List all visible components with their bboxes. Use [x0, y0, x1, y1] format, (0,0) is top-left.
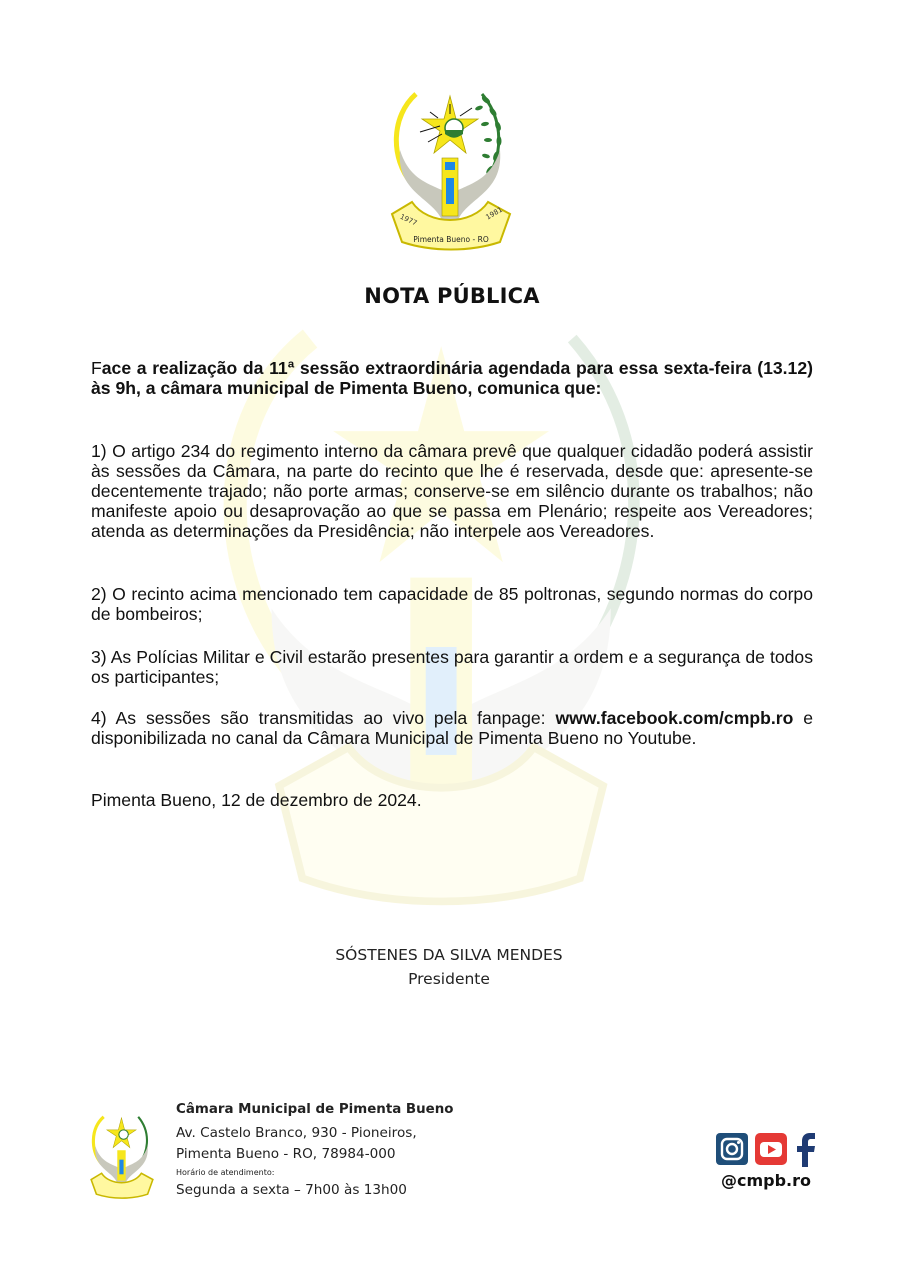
item-3-paragraph: 3) As Polícias Militar e Civil estarão presentes para garantir a ordem e a segurança de todos os participantes;	[91, 647, 813, 687]
facebook-icon[interactable]	[796, 1133, 816, 1167]
item-4-text-after: e disponibilizada no canal da Câmara Municipal de Pimenta Bueno no Youtube.	[91, 708, 813, 748]
signer-name: SÓSTENES DA SILVA MENDES	[335, 946, 563, 964]
seal-year-left: 1977	[398, 212, 419, 228]
item-4-paragraph	[91, 708, 813, 748]
footer-seal-logo	[88, 1108, 156, 1204]
date-line: Pimenta Bueno, 12 de dezembro de 2024.	[91, 790, 422, 810]
social-handle[interactable]: @cmpb.ro	[720, 1171, 812, 1190]
facebook-link[interactable]: www.facebook.com/cmpb.ro	[555, 708, 794, 728]
intro-paragraph	[91, 358, 813, 398]
social-icons	[716, 1133, 816, 1167]
seal-graphic	[392, 94, 510, 250]
seal-ribbon-text: Pimenta Bueno - RO	[413, 235, 489, 244]
footer-org-name: Câmara Municipal de Pimenta Bueno	[176, 1102, 454, 1117]
seal-year-right: 1981	[484, 205, 504, 222]
footer-address-line1: Av. Castelo Branco, 930 - Pioneiros,	[176, 1125, 417, 1141]
page-title: NOTA PÚBLICA	[364, 284, 540, 308]
footer-hours: Segunda a sexta – 7h00 às 13h00	[176, 1182, 407, 1198]
footer-hours-label: Horário de atendimento:	[176, 1168, 275, 1177]
intro-first-letter: F	[91, 358, 102, 378]
youtube-icon[interactable]	[755, 1133, 787, 1165]
instagram-icon[interactable]	[716, 1133, 748, 1165]
signer-role: Presidente	[408, 970, 490, 988]
footer-address-line2: Pimenta Bueno - RO, 78984-000	[176, 1146, 396, 1162]
item-2-paragraph: 2) O recinto acima mencionado tem capacidade de 85 poltronas, segundo normas do corpo de bombeiros;	[91, 584, 813, 624]
item-4-text-before: 4) As sessões são transmitidas ao vivo pela fanpage:	[91, 708, 556, 728]
chamber-seal-logo	[386, 86, 516, 252]
item-1-paragraph: 1) O artigo 234 do regimento interno da câmara prevê que qualquer cidadão poderá assistir às sessões da Câmara, na parte do recinto que lhe é reservada, desde que: apresente-se decentemente trajado; não porte armas; conserve-se em silêncio durante os trabalhos; não manifeste apoio ou desaprovação ao que se passa em Plenário; respeite aos Vereadores; atenda as determinações da Presidência; não interpele aos Vereadores.	[91, 441, 813, 541]
intro-text: ace a realização da 11ª sessão extraordinária agendada para essa sexta-feira (13.12) às 9h, a câmara municipal de Pimenta Bueno, comunica que:	[91, 358, 813, 398]
